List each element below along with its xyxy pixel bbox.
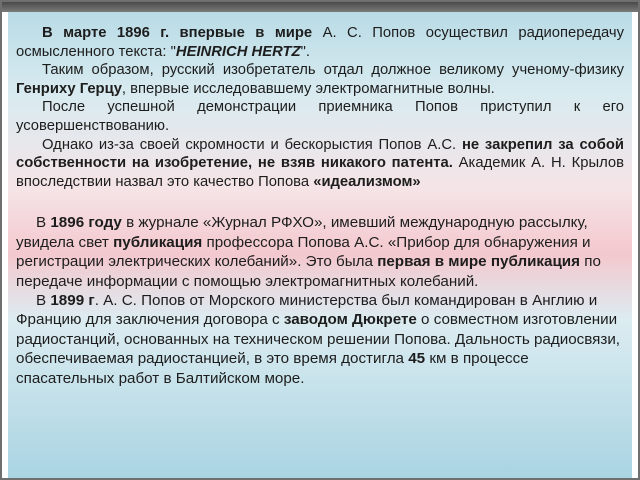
paragraph-6 [16, 291, 624, 388]
para2-text: Таким образом, русский изобретатель отдал должное великому ученому-физику [42, 62, 624, 79]
paragraph-2 [16, 61, 624, 98]
para5-year: 1896 году [50, 214, 122, 232]
slide-text [16, 24, 624, 388]
para2-end: , впервые исследовавшему электромагнитные волны. [121, 80, 495, 97]
para6-text-a: В [36, 291, 51, 309]
para6-ducretet: заводом Дюкрете [283, 311, 417, 329]
para6-text-g: км в процессе спасательных работ в Балтийском море. [16, 350, 529, 387]
content-panel [8, 12, 632, 478]
para6-text-c: . А. С. Попов от Морского министерства был командирован в Англию и Францию для заключения договора с [16, 291, 598, 329]
para5-text-a: В [36, 214, 51, 232]
para4-text-2: Академик А. Н. Крылов впоследствии назвал это качество Попова [16, 155, 624, 190]
para4-bold: не закрепил за собой собственности на изобретение, не взяв никакого патента. [16, 136, 624, 172]
para5-text-e: профессора Попова А.С. «Прибор для обнаружения и регистрации электрических колебаний». Это была [16, 233, 591, 271]
para1-text: А. С. Попов осуществил радиопередачу осмысленного текста: " [16, 25, 624, 60]
para5-publication: публикация [113, 233, 203, 251]
para6-year: 1899 г [50, 291, 95, 309]
para6-text-e: о совместном изготовлении радиостанций, основанных на техническом решении Попова. Дальность радиосвязи, обеспечиваемая радиостанцией, в это время достигла [16, 311, 621, 368]
para4-text: Однако из-за своей скромности и бескорыстия Попов А.С. [42, 136, 462, 153]
para5-text-c: в журнале «Журнал РФХО», имевший международную рассылку, увидела свет [16, 214, 588, 251]
paragraph-1 [16, 24, 624, 61]
paragraph-5 [16, 213, 624, 291]
para6-distance: 45 [408, 350, 426, 368]
top-stripe [2, 2, 638, 12]
para2-hertz: Генриху Герцу [16, 80, 122, 97]
para1-end: ". [300, 43, 310, 60]
para5-text-g: по передаче информации с помощью электромагнитных колебаний. [16, 253, 601, 290]
paragraph-3 [16, 98, 624, 135]
para3-text: После успешной демонстрации приемника Попов приступил к его усовершенствованию. [16, 99, 624, 134]
para5-first-publication: первая в мире публикация [377, 253, 581, 271]
para1-bold: В марте 1896 г. впервые в мире [42, 25, 313, 41]
paragraph-4 [16, 136, 624, 192]
para4-idealism: «идеализмом» [313, 173, 421, 190]
para1-heinrich-hertz: HEINRICH HERTZ [175, 43, 301, 60]
